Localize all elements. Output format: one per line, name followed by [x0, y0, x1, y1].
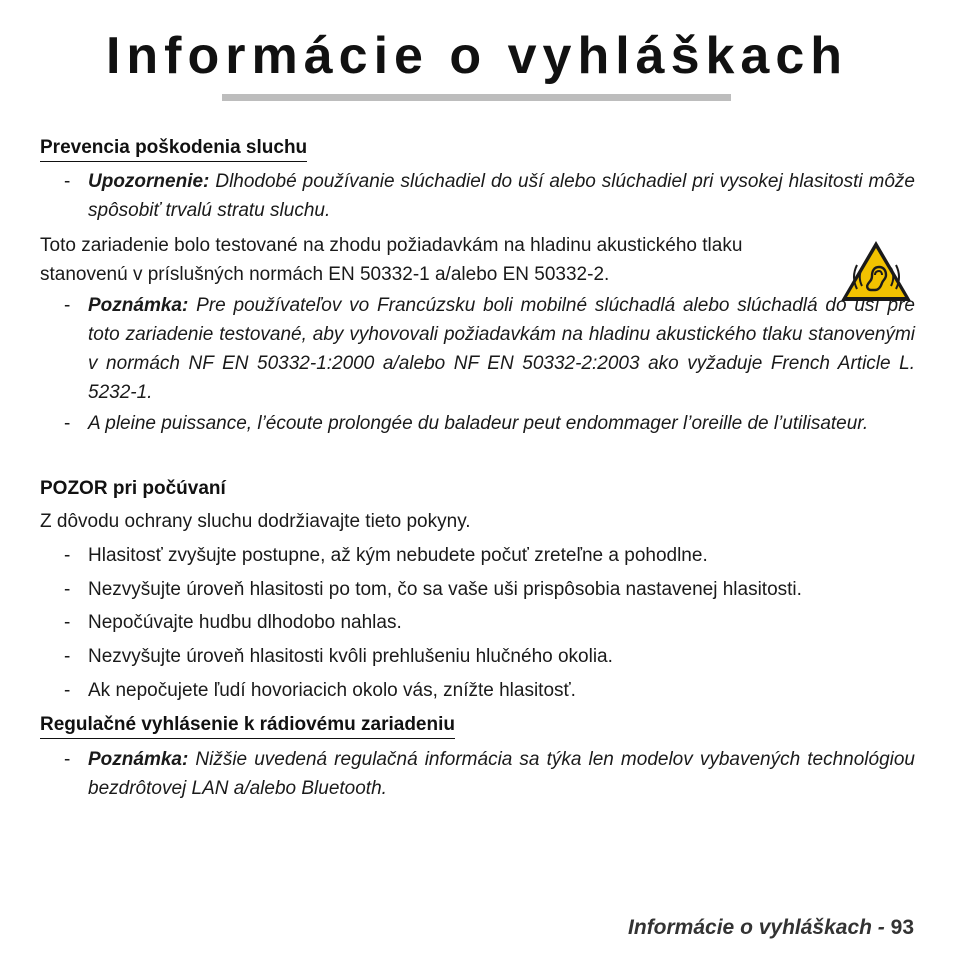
list-dash: -: [64, 612, 71, 633]
list-dash: -: [64, 579, 71, 600]
title-divider: [222, 94, 731, 101]
compliance-paragraph: Toto zariadenie bolo testované na zhodu požiadavkám na hladinu akustického tlaku stanovenú v príslušných normách EN 50332-1 a/alebo EN 50332-2.: [40, 235, 743, 285]
list-item: [64, 541, 915, 570]
note-label: Poznámka:: [88, 749, 189, 770]
list-dash: -: [64, 680, 71, 701]
list-item: [64, 608, 915, 637]
listening-intro: Z dôvodu ochrany sluchu dodržiavajte tieto pokyny.: [40, 511, 471, 532]
list-dash: -: [64, 295, 71, 316]
page-title: Informácie o vyhláškach: [105, 27, 849, 85]
list-item-text: Ak nepočujete ľudí hovoriacich okolo vás, znížte hlasitosť.: [88, 680, 576, 701]
section-heading-listening-caution: POZOR pri počúvaní: [40, 478, 226, 499]
list-item-text: Nezvyšujte úroveň hlasitosti kvôli prehlušeniu hlučného okolia.: [88, 646, 613, 667]
list-item: [64, 642, 915, 671]
list-item: [64, 676, 915, 705]
section-heading-radio-regulatory: Regulačné vyhlásenie k rádiovému zariadeniu: [40, 713, 455, 739]
note-label: Poznámka:: [88, 295, 189, 316]
list-dash: -: [64, 749, 71, 770]
list-dash: -: [64, 545, 71, 566]
warning-label: Upozornenie:: [88, 171, 210, 192]
footer-title: Informácie o vyhláškach -: [628, 916, 891, 939]
french-note-list-item: [64, 409, 915, 438]
list-dash: -: [64, 171, 71, 192]
list-item-text: Nezvyšujte úroveň hlasitosti po tom, čo sa vaše uši prispôsobia nastavenej hlasitosti.: [88, 579, 802, 600]
note-list-item: [64, 291, 915, 407]
section-heading-hearing-damage: Prevencia poškodenia sluchu: [40, 136, 307, 162]
french-note-text: A pleine puissance, l’écoute prolongée du baladeur peut endommager l’oreille de l’utilisateur.: [88, 413, 869, 434]
list-dash: -: [64, 413, 71, 434]
note-text: Pre používateľov vo Francúzsku boli mobilné slúchadlá alebo slúchadlá do uší pre toto zariadenie testované, aby vyhovovali požiadavkám na hladinu akustického tlaku stanovenými v normách NF EN 50332-1:2000 a/alebo NF EN 50332-2:2003 ako vyžaduje French Article L. 5232-1.: [88, 295, 915, 403]
list-item-text: Hlasitosť zvyšujte postupne, až kým nebudete počuť zreteľne a pohodlne.: [88, 545, 708, 566]
list-item-text: Nepočúvajte hudbu dlhodobo nahlas.: [88, 612, 402, 633]
warning-list-item: [64, 167, 915, 225]
warning-text: Dlhodobé používanie slúchadiel do uší alebo slúchadiel pri vysokej hlasitosti môže spôsobiť trvalú stratu sluchu.: [88, 171, 915, 221]
note-list-item: [64, 745, 915, 803]
page-footer: [628, 914, 914, 942]
page-number: 93: [890, 916, 914, 939]
list-dash: -: [64, 646, 71, 667]
list-item: [64, 575, 915, 604]
note-text: Nižšie uvedená regulačná informácia sa týka len modelov vybavených technológiou bezdrôtovej LAN a/alebo Bluetooth.: [88, 749, 915, 799]
